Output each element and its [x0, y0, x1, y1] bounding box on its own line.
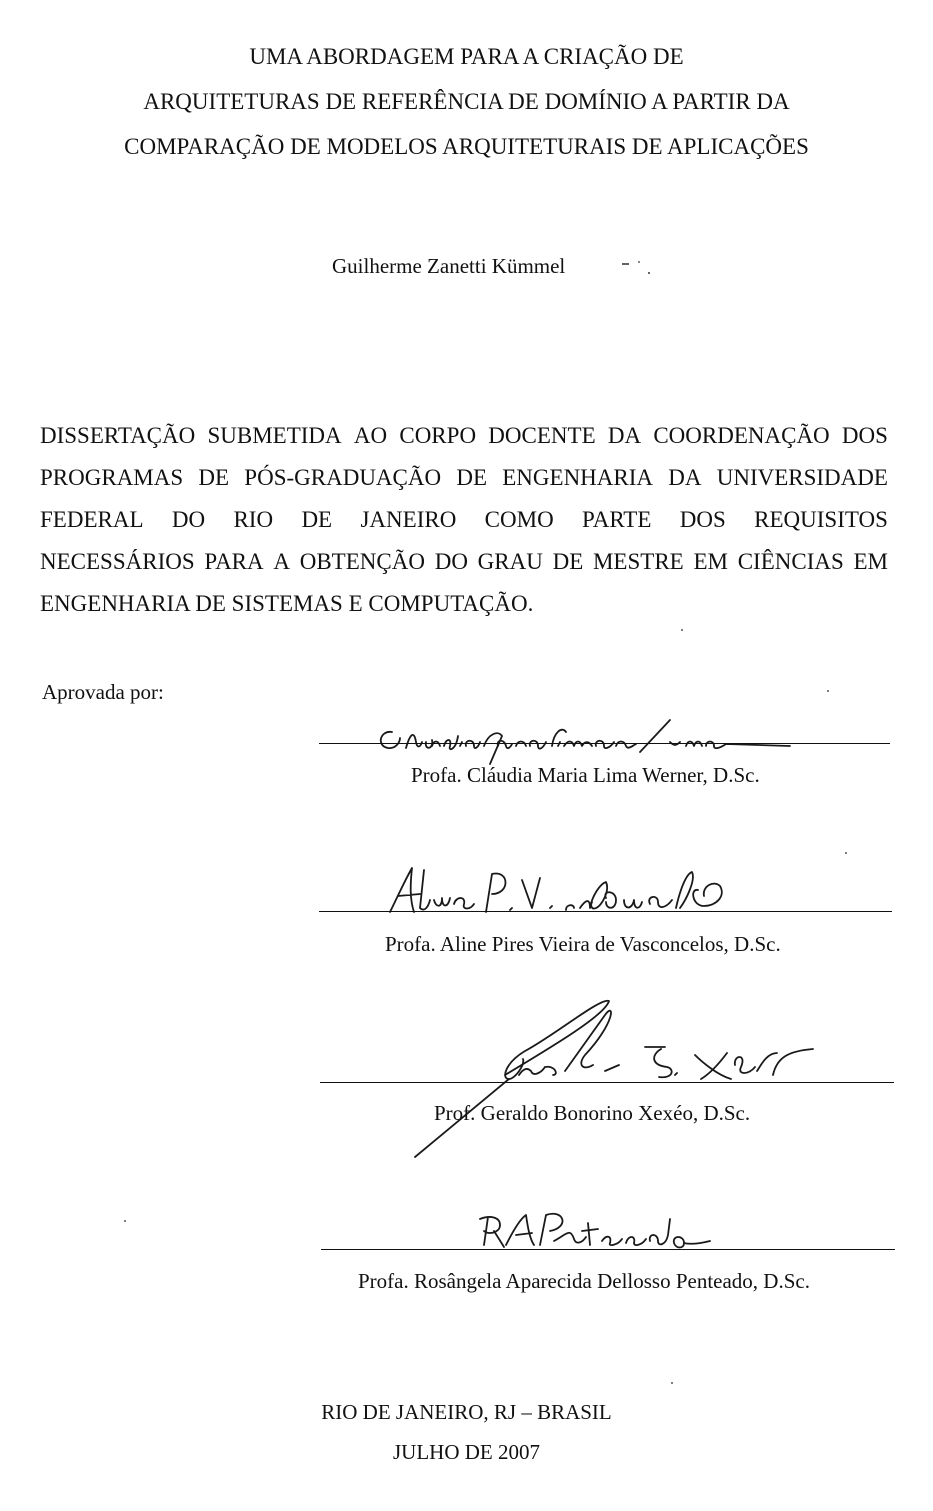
statement-word: JANEIRO [360, 507, 457, 532]
statement-word: ENGENHARIA [502, 465, 654, 490]
scan-speck [827, 690, 829, 692]
statement-line-5 [40, 583, 888, 625]
statement-word: ENGENHARIA DE SISTEMAS E COMPUTAÇÃO. [40, 591, 534, 616]
statement-line-3 [40, 499, 888, 541]
examiner-name-penteado: Profa. Rosângela Aparecida Dellosso Penteado, D.Sc. [358, 1269, 810, 1293]
statement-word: DE [301, 507, 333, 532]
signature-line-vasconcelos [319, 911, 892, 912]
statement-word: UNIVERSIDADE [716, 465, 888, 490]
statement-word: DO [171, 507, 206, 532]
signature-penteado [470, 1205, 720, 1255]
title-line-1: UMA ABORDAGEM PARA A CRIAÇÃO DE [249, 44, 684, 69]
statement-word: DISSERTAÇÃO [40, 423, 196, 448]
statement-word: AO [353, 423, 388, 448]
statement-word: PÓS-GRADUAÇÃO [244, 465, 442, 490]
title-line-2: ARQUITETURAS DE REFERÊNCIA DE DOMÍNIO A PARTIR DA [143, 89, 790, 114]
signature-line-werner [319, 743, 890, 744]
statement-word: EM [693, 549, 728, 574]
statement-word: CIÊNCIAS [737, 549, 844, 574]
statement-word: SUBMETIDA [207, 423, 342, 448]
statement-word: PARTE [582, 507, 652, 532]
scan-speck [124, 1220, 126, 1222]
examiner-name-vasconcelos: Profa. Aline Pires Vieira de Vasconcelos, D.Sc. [385, 932, 781, 956]
statement-word: NECESSÁRIOS [40, 549, 195, 574]
statement-word: DA [607, 423, 642, 448]
place-line: RIO DE JANEIRO, RJ – BRASIL [321, 1400, 612, 1424]
statement-line-2 [40, 457, 888, 499]
statement-word: EM [853, 549, 888, 574]
statement-line-4 [40, 541, 888, 583]
statement-word: FEDERAL [40, 507, 144, 532]
statement-word: A [273, 549, 290, 574]
signature-line-xexeo [320, 1082, 894, 1083]
dissertation-statement [40, 415, 888, 625]
title-line-3: COMPARAÇÃO DE MODELOS ARQUITETURAIS DE APLICAÇÕES [124, 134, 809, 159]
author-name: Guilherme Zanetti Kümmel [332, 254, 566, 278]
statement-word: COORDENAÇÃO [653, 423, 830, 448]
scan-speck [681, 629, 683, 631]
statement-word: DO [434, 549, 468, 574]
examiner-name-xexeo: Prof. Geraldo Bonorino Xexéo, D.Sc. [434, 1101, 751, 1125]
statement-word: DE [198, 465, 230, 490]
statement-line-1 [40, 415, 888, 457]
statement-word: DE [552, 549, 584, 574]
statement-word: CORPO [399, 423, 477, 448]
statement-word: DOS [679, 507, 726, 532]
statement-word: GRAU [477, 549, 543, 574]
statement-word: DA [668, 465, 702, 490]
statement-word: DOCENTE [488, 423, 596, 448]
author-pen-mark [622, 258, 652, 278]
thesis-title [40, 34, 893, 169]
scan-speck [671, 1382, 673, 1384]
statement-word: DE [456, 465, 488, 490]
approved-by-label: Aprovada por: [42, 680, 164, 704]
scan-speck [845, 852, 847, 854]
statement-word: COMO [484, 507, 554, 532]
statement-word: PROGRAMAS [40, 465, 184, 490]
statement-word: OBTENÇÃO [299, 549, 425, 574]
signature-xexeo [405, 995, 825, 1165]
date-line: JULHO DE 2007 [393, 1440, 540, 1464]
statement-word: MESTRE [592, 549, 684, 574]
statement-word: RIO [233, 507, 274, 532]
statement-word: PARA [204, 549, 264, 574]
statement-word: REQUISITOS [754, 507, 888, 532]
statement-word: DOS [841, 423, 888, 448]
signature-line-penteado [321, 1249, 895, 1250]
examiner-name-werner: Profa. Cláudia Maria Lima Werner, D.Sc. [411, 763, 760, 787]
